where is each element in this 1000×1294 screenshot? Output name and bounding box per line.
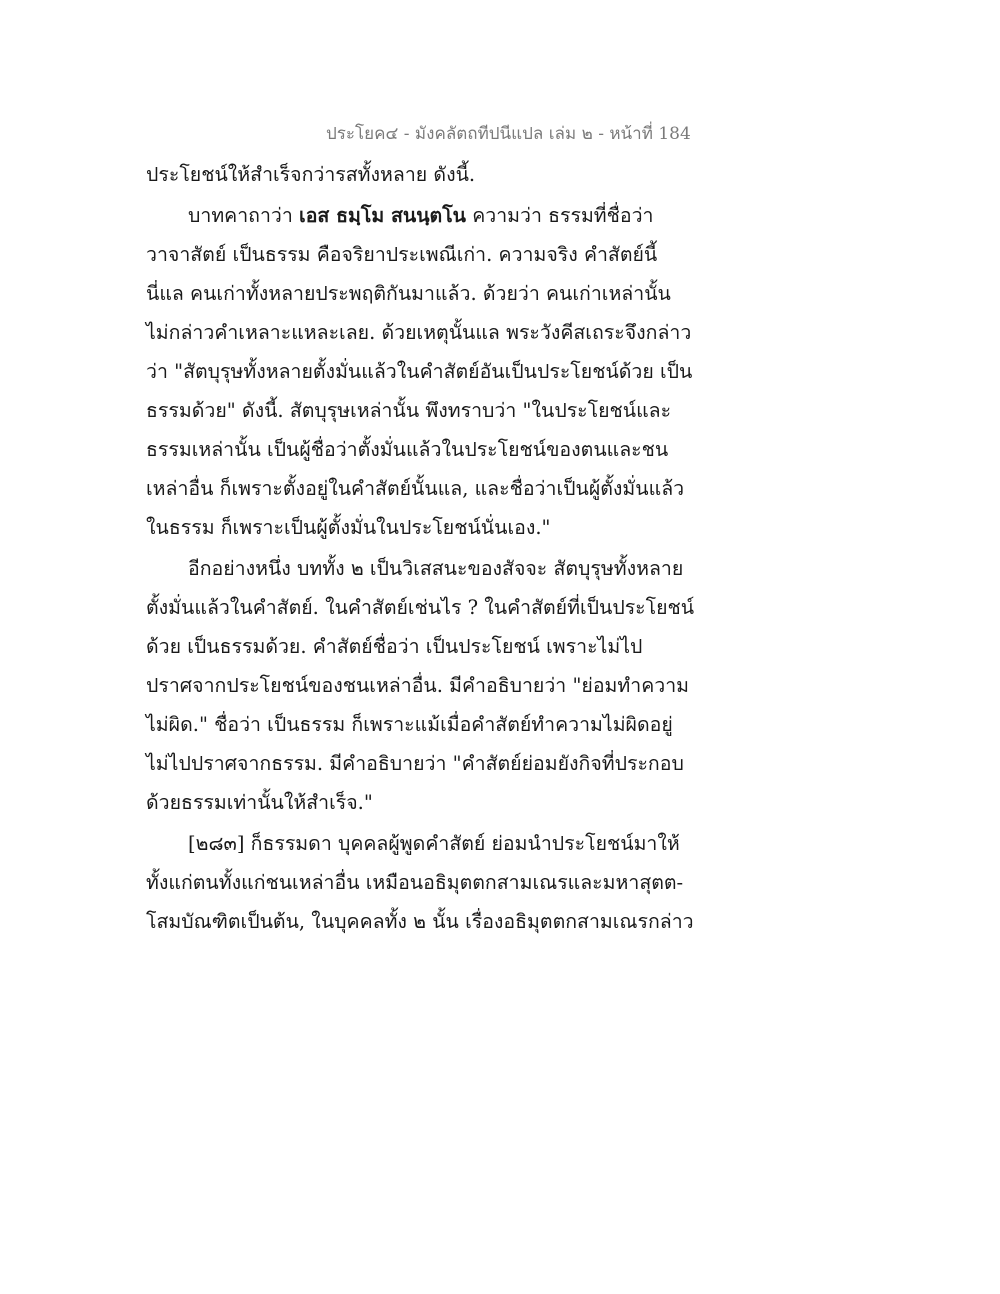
text-line: โสมบัณฑิตเป็นต้น, ในบุคคลทั้ง ๒ นั้น เรื่องอธิมุตตกสามเณรกล่าว	[146, 910, 694, 933]
text-line: ว่า "สัตบุรุษทั้งหลายตั้งมั่นแล้วในคำสัตย์อันเป็นประโยชน์ด้วย เป็น	[146, 360, 693, 383]
text-line: วาจาสัตย์ เป็นธรรม คือจริยาประเพณีเก่า. ความจริง คำสัตย์นี้	[146, 243, 658, 266]
text-line: ทั้งแก่ตนทั้งแก่ชนเหล่าอื่น เหมือนอธิมุตตกสามเณรและมหาสุตต-	[146, 871, 684, 894]
text-line: ด้วย เป็นธรรมด้วย. คำสัตย์ชื่อว่า เป็นประโยชน์ เพราะไม่ไป	[146, 635, 643, 658]
paragraph-first-line: [๒๘๓] ก็ธรรมดา บุคคลผู้พูดคำสัตย์ ย่อมนำประโยชน์มาให้	[188, 832, 680, 855]
pali-verse-phrase: เอส ธมฺโม สนนฺตโน	[299, 204, 466, 227]
text-run: บาทคาถาว่า	[188, 204, 300, 227]
text-line: ประโยชน์ให้สำเร็จกว่ารสทั้งหลาย ดังนี้.	[146, 163, 476, 186]
text-run: ความว่า ธรรมที่ชื่อว่า	[466, 204, 654, 227]
text-line: ธรรมด้วย" ดังนี้. สัตบุรุษเหล่านั้น พึงทราบว่า "ในประโยชน์และ	[146, 399, 672, 422]
text-line: ไม่ไปปราศจากธรรม. มีคำอธิบายว่า "คำสัตย์ย่อมยังกิจที่ประกอบ	[146, 752, 684, 775]
text-line: นี่แล คนเก่าทั้งหลายประพฤติกันมาแล้ว. ด้วยว่า คนเก่าเหล่านั้น	[146, 282, 671, 305]
text-line: ไม่ผิด." ชื่อว่า เป็นธรรม ก็เพราะแม้เมื่อคำสัตย์ทำความไม่ผิดอยู่	[146, 713, 673, 736]
text-line: ตั้งมั่นแล้วในคำสัตย์. ในคำสัตย์เช่นไร ? ในคำสัตย์ที่เป็นประโยชน์	[146, 596, 695, 619]
paragraph-first-line	[146, 196, 706, 235]
text-line: ไม่กล่าวคำเหลาะแหละเลย. ด้วยเหตุนั้นแล พระวังคีสเถระจึงกล่าว	[146, 321, 692, 344]
text-line: ธรรมเหล่านั้น เป็นผู้ชื่อว่าตั้งมั่นแล้วในประโยชน์ของตนและชน	[146, 438, 669, 461]
running-header: ประโยค๔ - มังคลัตถทีปนีแปล เล่ม ๒ - หน้าที่ 184	[326, 124, 691, 144]
text-line: ในธรรม ก็เพราะเป็นผู้ตั้งมั่นในประโยชน์นั่นเอง."	[146, 516, 551, 539]
text-line: ปราศจากประโยชน์ของชนเหล่าอื่น. มีคำอธิบายว่า "ย่อมทำความ	[146, 674, 690, 697]
text-line: เหล่าอื่น ก็เพราะตั้งอยู่ในคำสัตย์นั้นแล, และชื่อว่าเป็นผู้ตั้งมั่นแล้ว	[146, 477, 685, 500]
text-line: ด้วยธรรมเท่านั้นให้สำเร็จ."	[146, 791, 373, 814]
paragraph-first-line: อีกอย่างหนึ่ง บททั้ง ๒ เป็นวิเสสนะของสัจจะ สัตบุรุษทั้งหลาย	[188, 557, 684, 580]
body-text	[146, 155, 706, 941]
